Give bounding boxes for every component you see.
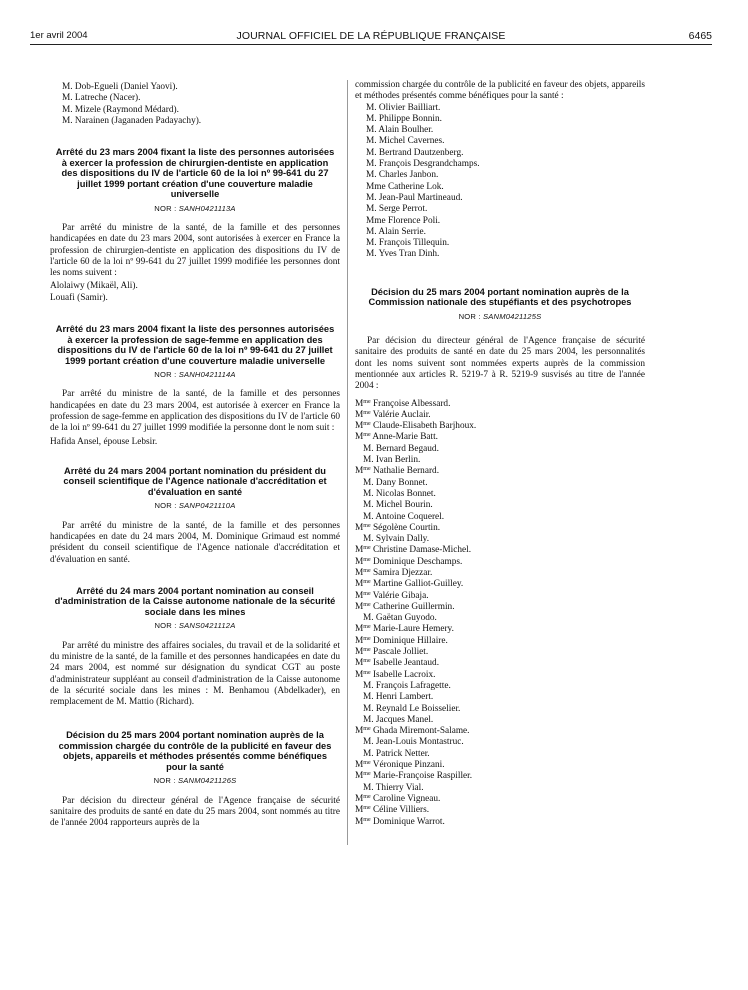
article-title: Arrêté du 23 mars 2004 fixant la liste des personnes autorisées à exercer la profession de chirurgien-dentiste en application des dispositions du IV de l'article 60 de la loi nº 99-641 du 27 juillet 1999 portant création d'une couverture maladie universelle [55,147,335,200]
list-item: M. Jacques Manel. [363,714,434,725]
list-item: $M^{me}$ Catherine Guillermin. [355,601,455,612]
article-body: Par arrêté du ministre des affaires sociales, du travail et de la solidarité et du ministre de la santé, de la famille et des personnes handicapées en date du 24 mars 2004, est nommé sur désignation du syndicat CGT au poste d'administrateur suppléant au conseil d'administration de la Caisse autonome de la sécurité sociale dans les mines : M. Benhamou (Abdelkader), en remplacement de M. Mattio (Richard). [50,640,340,708]
journal-title: JOURNAL OFFICIEL DE LA RÉPUBLIQUE FRANÇAISE [236,30,506,42]
list-item: Alolaiwy (Mikaël, Ali). [50,281,138,292]
nor-reference: NOR : SANP0421110A [154,501,236,511]
list-item: $M^{me}$ Dominique Hillaire. [355,635,448,646]
experts-list [355,399,645,828]
article-body: Par décision du directeur général de l'Agence française de sécurité sanitaire des produits de santé en date du 25 mars 2004, les personnalités dont les noms suivent sont nommées experts auprès de la commission mentionnée aux articles R. 5219-7 à R. 5219-9 susvisés au titre de l'année 2004 : [355,336,645,392]
article-body: Par décision du directeur général de l'Agence française de sécurité sanitaire des produits de santé en date du 25 mars 2004, sont nommés au titre de l'année 2004 rapporteurs auprès de la [50,795,340,829]
list-item: M. Narainen (Jaganaden Padayachy). [62,115,202,126]
list-item: M. Jean-Paul Martineaud. [366,192,463,203]
list-item: M. Bernard Begaud. [363,443,439,454]
names-intro-list [50,82,340,127]
list-item: M. Alain Serrie. [366,226,426,237]
list-item: M. Sylvain Dally. [363,534,430,545]
list-item: M. François Desgrandchamps. [366,159,480,170]
list-item: M. Serge Perrot. [366,204,428,215]
column-divider [347,80,348,845]
list-item: $M^{me}$ Claude-Elisabeth Barjhoux. [355,421,477,432]
header-rule [30,44,712,45]
list-item: $M^{me}$ Anne-Marie Batt. [355,432,439,443]
list-item: M. Patrick Netter. [363,748,430,759]
article-title: Décision du 25 mars 2004 portant nomination auprès de la Commission nationale des stupéfiants et des psychotropes [368,286,632,308]
article-body: Par arrêté du ministre de la santé, de la famille et des personnes handicapées en date du 23 mars 2004, sont autorisées à exercer en France la profession de chirurgien-dentiste en application des dispositions du IV de l'article 60 de la loi nº 99-641 du 27 juillet 1999 modifiée les personnes dont les noms suivent : [50,222,340,279]
list-item: M. Charles Janbon. [366,170,439,181]
list-item: $M^{me}$ Françoise Albessard. [355,398,451,409]
list-item: $M^{me}$ Martine Galliot-Guilley. [355,579,464,590]
list-item: $M^{me}$ Samira Djezzar. [355,567,433,578]
article-title: Arrêté du 24 mars 2004 portant nomination au conseil d'administration de la Caisse autonome nationale de la sécurité sociale dans les mines [54,585,336,617]
list-item: M. Michel Bourin. [363,500,433,511]
article-body: Par arrêté du ministre de la santé, de la famille et des personnes handicapées en date du 23 mars 2004, est autorisée à exercer en France la profession de sage-femme en application des dispositions du IV de l'article 60 de la loi nº 99-641 du 27 juillet 1999 modifiée la personne dont le nom suit : [50,389,340,434]
continued-text: commission chargée du contrôle de la publicité en faveur des objets, appareils et méthodes présentés comme bénéfiques pour la santé : [355,80,646,102]
nor-reference: NOR : SANH0421113A [154,203,236,213]
list-item: M. Nicolas Bonnet. [363,488,436,499]
list-item: M. Gaëtan Guyodo. [363,613,437,624]
list-item: M. Mizele (Raymond Médard). [62,104,179,115]
list-item: $M^{me}$ Pascale Jolliet. [355,647,429,658]
list-item: $M^{me}$ Marie-Laure Hemery. [355,624,454,635]
nor-reference: NOR : SANH0421114A [154,370,236,380]
list-item: $M^{me}$ Isabelle Lacroix. [355,669,436,680]
list-item: M. Ivan Berlin. [363,455,421,466]
list-item: $M^{me}$ Marie-Françoise Raspiller. [355,771,473,782]
article-title: Arrêté du 23 mars 2004 fixant la liste des personnes autorisées à exercer la profession de sage-femme en application des dispositions du IV de l'article 60 de la loi nº 99-641 du 27 juillet 1999 portant création d'une couverture maladie universelle [55,324,335,366]
list-item: Mme Catherine Lok. [366,181,444,192]
nor-reference: NOR : SANS0421112A [154,621,236,631]
list-item: M. Thierry Vial. [363,782,424,793]
page-number: 6465 [688,30,712,42]
list-item: M. Latreche (Nacer). [62,93,141,104]
list-item: Mme Florence Poli. [366,215,441,226]
nor-reference: NOR : SANM0421125S [458,311,542,321]
list-item: M. François Tillequin. [366,238,450,249]
list-item: $M^{me}$ Isabelle Jeantaud. [355,658,440,669]
list-item: $M^{me}$ Nathalie Bernard. [355,466,440,477]
list-item: $M^{me}$ Dominique Deschamps. [355,556,463,567]
page-header [30,30,712,44]
list-item: M. Yves Tran Dinh. [366,249,440,260]
list-item: $M^{me}$ Valérie Auclair. [355,409,431,420]
list-item: M. Henri Lambert. [363,692,434,703]
list-item: $M^{me}$ Christine Damase-Michel. [355,545,472,556]
list-item: $M^{me}$ Ségolène Courtin. [355,522,441,533]
list-item: M. Michel Cavernes. [366,136,445,147]
article-title: Décision du 25 mars 2004 portant nomination auprès de la commission chargée du contrôle de la publicité en faveur des objets, appareils et méthodes présentés comme bénéfiques pour la santé [58,730,332,772]
list-item: M. Bertrand Dautzenberg. [366,147,464,158]
list-item: M. Olivier Bailliart. [366,102,441,113]
publication-date: 1er avril 2004 [30,30,88,41]
article-body: Par arrêté du ministre de la santé, de la famille et des personnes handicapées en date du 24 mars 2004, M. Dominique Grimaud est nommé président du conseil scientifique de l'Agence nationale d'accréditation et d'évaluation en santé. [50,520,340,565]
list-item: $M^{me}$ Céline Villiers. [355,805,430,816]
nor-reference: NOR : SANM0421126S [153,776,237,786]
right-column [355,80,645,828]
list-item: Hafida Ansel, épouse Lebsir. [50,436,158,447]
rapporteurs-list [355,103,645,261]
list-item: M. Antoine Coquerel. [363,511,445,522]
list-item: $M^{me}$ Dominique Warrot. [355,816,445,827]
list-item: $M^{me}$ Ghada Miremont-Salame. [355,726,470,737]
list-item: M. Reynald Le Boisselier. [363,703,461,714]
list-item: $M^{me}$ Valérie Gibaja. [355,590,429,601]
list-item: M. Alain Boulher. [366,125,434,136]
list-item: Louafi (Samir). [50,292,108,303]
list-item: M. Jean-Louis Montastruc. [363,737,464,748]
list-item: M. François Lafragette. [363,680,451,691]
list-item: M. Philippe Bonnin. [366,113,442,124]
list-item: M. Dany Bonnet. [363,477,428,488]
list-item: $M^{me}$ Véronique Pinzani. [355,760,445,771]
list-item: $M^{me}$ Caroline Vigneau. [355,793,441,804]
article-title: Arrêté du 24 mars 2004 portant nomination du président du conseil scientifique de l'Agence nationale d'accréditation et d'évaluation en santé [63,465,327,497]
left-column [50,82,340,830]
list-item: M. Dob-Egueli (Daniel Yaovi). [62,82,178,92]
